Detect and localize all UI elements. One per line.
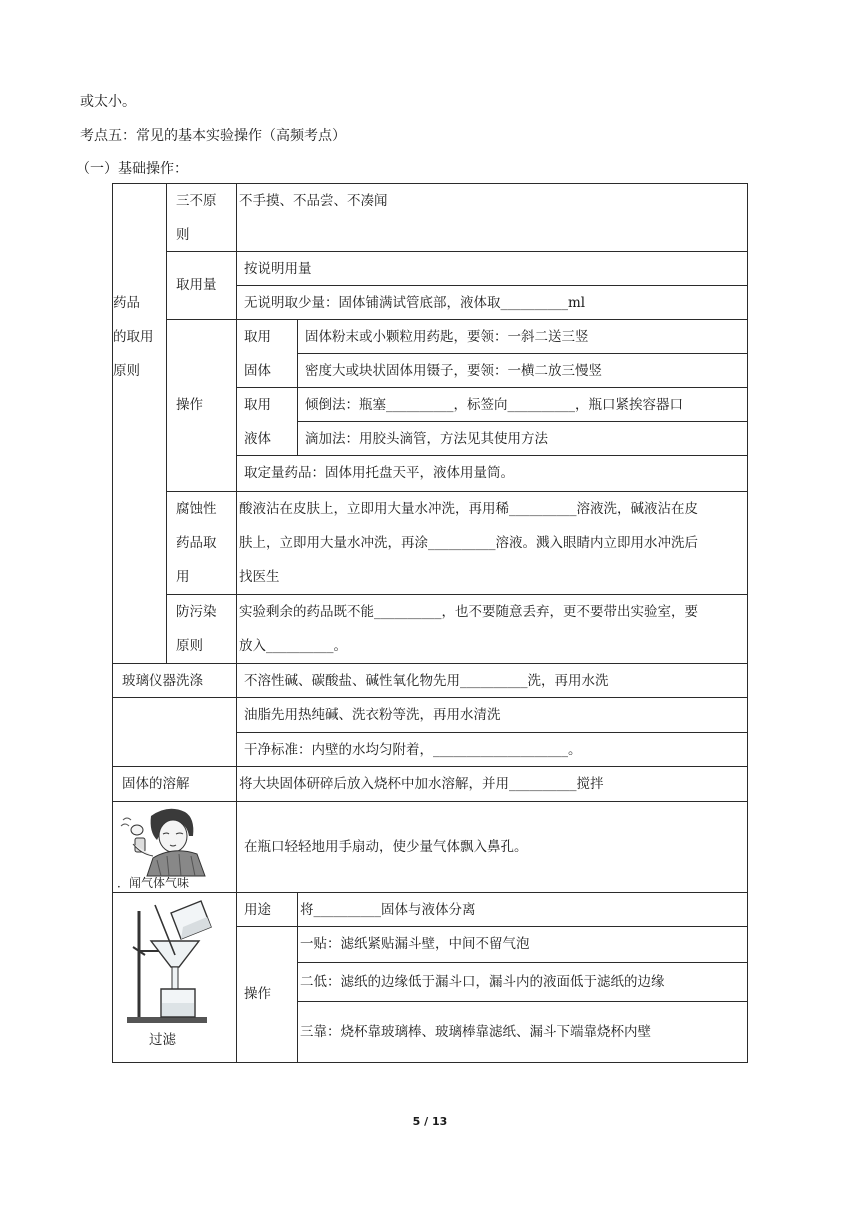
liquid-label-line: 取用 [244, 397, 271, 413]
corrosive-label [166, 491, 237, 595]
anti-pollution-label-line: 原则 [176, 638, 203, 654]
anti-pollution-text [236, 594, 748, 664]
anti-pollution-text-line: 实验剩余的药品既不能__________，也不要随意丢弃，更不要带出实验室，要 [239, 604, 698, 620]
filter-op-2: 二低：滤纸的边缘低于漏斗口，漏斗内的液面低于滤纸的边缘 [297, 962, 748, 1002]
anti-pollution-label [166, 594, 237, 664]
solid-row-1: 固体粉末或小颗粒用药匙，要领：一斜二送三竖 [297, 319, 748, 354]
three-no-label-line: 则 [176, 227, 190, 243]
filter-use-text: 将__________固体与液体分离 [297, 892, 748, 927]
drug-title-line: 原则 [113, 363, 140, 379]
liquid-row-2: 滴加法：用胶头滴管，方法见其使用方法 [297, 421, 748, 456]
filter-use-label: 用途 [236, 892, 298, 927]
filter-op-3: 三靠：烧杯靠玻璃棒、玻璃棒靠滤纸、漏斗下端靠烧杯内壁 [297, 1001, 748, 1063]
quant-row: 取定量药品：固体用托盘天平，液体用量筒。 [236, 455, 748, 492]
section-title: 考点五：常见的基本实验操作（高频考点） [80, 128, 346, 144]
glass-wash-row-1: 不溶性碱、碳酸盐、碱性氧化物先用__________洗，再用水洗 [236, 663, 748, 698]
dissolve-text: 将大块固体研碎后放入烧杯中加水溶解，并用__________搅拌 [236, 766, 748, 802]
corrosive-text-line: 酸液沾在皮肤上，立即用大量水冲洗，再用稀__________溶液洗，碱液沾在皮 [239, 501, 698, 517]
smell-image-cell [112, 801, 237, 893]
drug-section-header [112, 183, 167, 664]
glass-wash-row-3: 干净标准：内壁的水均匀附着，____________________。 [236, 732, 748, 767]
corrosive-text-line: 找医生 [239, 569, 280, 585]
filter-illustration [115, 897, 235, 1027]
corrosive-label-line: 用 [176, 569, 190, 585]
solid-label-line: 取用 [244, 329, 271, 345]
corrosive-text-line: 肤上，立即用大量水冲洗，再涂__________溶液。溅入眼睛内立即用水冲洗后 [239, 535, 698, 551]
filter-op-1: 一贴：滤纸紧贴漏斗壁，中间不留气泡 [297, 926, 748, 963]
liquid-row-1: 倾倒法：瓶塞__________，标签向__________，瓶口紧挨容器口 [297, 387, 748, 422]
amount-row-1: 按说明用量 [236, 251, 748, 286]
subsection-title: （一）基础操作： [76, 161, 188, 177]
operation-label: 操作 [166, 319, 237, 492]
smell-caption: ．闻气体气味 [117, 876, 190, 890]
drug-title-line: 药品 [113, 295, 140, 311]
solid-label-line: 固体 [244, 363, 271, 379]
intro-text: 或太小。 [80, 94, 136, 110]
dissolve-label: 固体的溶解 [112, 766, 237, 802]
page-number: 5 / 13 [412, 1115, 448, 1128]
operations-table [112, 183, 748, 1063]
liquid-label [236, 387, 298, 456]
three-no-text: 不手摸、不品尝、不凑闻 [236, 183, 748, 252]
three-no-label [166, 183, 237, 252]
corrosive-text [236, 491, 748, 595]
three-no-label-line: 三不原 [176, 193, 217, 209]
filter-label: 过滤 [149, 1032, 176, 1048]
smell-text: 在瓶口轻轻地用手扇动，使少量气体飘入鼻孔。 [236, 801, 748, 893]
glass-wash-blank-cell [112, 697, 237, 767]
glass-wash-label: 玻璃仪器洗涤 [112, 663, 237, 698]
anti-pollution-text-line: 放入__________。 [239, 638, 347, 654]
amount-row-2: 无说明取少量：固体铺满试管底部，液体取__________ml [236, 285, 748, 320]
amount-label: 取用量 [166, 251, 237, 320]
anti-pollution-label-line: 防污染 [176, 604, 217, 620]
filter-op-label: 操作 [236, 926, 298, 1063]
liquid-label-line: 液体 [244, 431, 271, 447]
solid-row-2: 密度大或块状固体用镊子，要领：一横二放三慢竖 [297, 353, 748, 388]
drug-title-line: 的取用 [113, 329, 154, 345]
corrosive-label-line: 药品取 [176, 535, 217, 551]
filter-image-cell [112, 892, 237, 1063]
solid-label [236, 319, 298, 388]
corrosive-label-line: 腐蚀性 [176, 501, 217, 517]
glass-wash-row-2: 油脂先用热纯碱、洗衣粉等洗，再用水清洗 [236, 697, 748, 733]
